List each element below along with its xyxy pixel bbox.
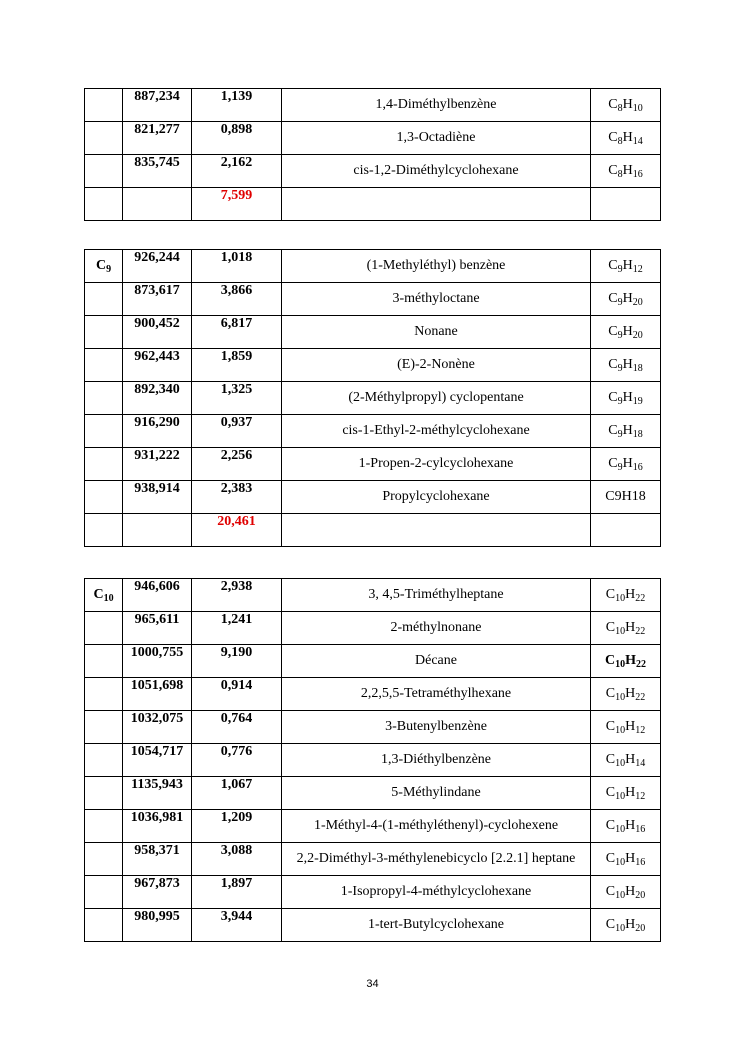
group-cell	[85, 678, 123, 711]
formula-element: C	[605, 686, 616, 701]
retention-index-cell: 873,617	[123, 283, 192, 316]
formula-subscript: 10	[615, 626, 626, 637]
formula-cell	[591, 678, 661, 711]
formula-subscript: 9	[617, 297, 623, 308]
formula-cell	[591, 645, 661, 678]
formula-subscript: 10	[615, 692, 626, 703]
formula-element: H	[622, 423, 633, 438]
formula-element: C	[605, 719, 616, 734]
table-row	[85, 579, 661, 612]
compound-name-cell: cis-1,2-Diméthylcyclohexane	[282, 155, 591, 188]
retention-index-cell	[123, 188, 192, 221]
table-row	[85, 777, 661, 810]
formula-element: C	[605, 752, 616, 767]
formula-subscript: 18	[632, 429, 643, 440]
group-cell	[85, 155, 123, 188]
formula-element: C	[608, 456, 618, 471]
formula-cell	[591, 382, 661, 415]
formula-element: H	[625, 719, 636, 734]
retention-index-cell: 1135,943	[123, 777, 192, 810]
formula-element: C	[608, 130, 618, 145]
compound-name-cell: 1,3-Octadiène	[282, 122, 591, 155]
table-row	[85, 711, 661, 744]
formula-cell	[591, 514, 661, 547]
formula-cell	[591, 349, 661, 382]
percentage-cell: 2,938	[192, 579, 282, 612]
formula-cell	[591, 909, 661, 942]
percentage-cell: 1,139	[192, 89, 282, 122]
compound-name-cell: (2-Méthylpropyl) cyclopentane	[282, 382, 591, 415]
total-row	[85, 188, 661, 221]
group-cell	[85, 843, 123, 876]
retention-index-cell: 1032,075	[123, 711, 192, 744]
formula-subscript: 8	[617, 136, 623, 147]
formula-element: H	[625, 653, 636, 668]
group-cell	[85, 876, 123, 909]
formula-element: C	[608, 97, 618, 112]
retention-index-cell: 926,244	[123, 250, 192, 283]
formula-subscript: 10	[615, 593, 626, 604]
table-row	[85, 481, 661, 514]
formula-element: H	[622, 291, 633, 306]
retention-index-cell: 916,290	[123, 415, 192, 448]
group-cell	[85, 382, 123, 415]
formula-element: H	[625, 884, 636, 899]
formula-element: H	[622, 163, 633, 178]
formula-subscript: 22	[635, 626, 646, 637]
table-row	[85, 810, 661, 843]
compound-name-cell	[282, 188, 591, 221]
group-cell	[85, 316, 123, 349]
table-row	[85, 876, 661, 909]
formula-element: C9H18	[605, 489, 646, 504]
group-label	[93, 587, 113, 602]
formula-subscript: 12	[635, 725, 646, 736]
group-cell	[85, 579, 123, 612]
compound-name-cell: 1,4-Diméthylbenzène	[282, 89, 591, 122]
percentage-cell: 1,067	[192, 777, 282, 810]
group-cell	[85, 415, 123, 448]
percentage-cell: 0,914	[192, 678, 282, 711]
table-row	[85, 645, 661, 678]
formula-cell	[591, 612, 661, 645]
total-percentage-cell: 20,461	[192, 514, 282, 547]
formula-element: C	[605, 917, 616, 932]
compound-name-cell	[282, 514, 591, 547]
formula-element: H	[622, 357, 633, 372]
formula-subscript: 10	[615, 824, 626, 835]
formula-cell	[591, 481, 661, 514]
formula-subscript: 9	[617, 429, 623, 440]
formula-subscript: 18	[632, 363, 643, 374]
formula-element: C	[605, 884, 616, 899]
compound-name-cell: (1-Methyléthyl) benzène	[282, 250, 591, 283]
table-row	[85, 316, 661, 349]
formula-element: C	[604, 653, 616, 668]
formula-element: C	[608, 357, 618, 372]
group-cell	[85, 612, 123, 645]
formula-cell	[591, 122, 661, 155]
compound-name-cell: 3-méthyloctane	[282, 283, 591, 316]
formula-element: H	[625, 620, 636, 635]
retention-index-cell: 980,995	[123, 909, 192, 942]
formula-subscript: 10	[615, 725, 626, 736]
formula-element: C	[608, 163, 618, 178]
group-cell	[85, 122, 123, 155]
group-subscript: 10	[103, 593, 114, 604]
table-row	[85, 909, 661, 942]
percentage-cell: 9,190	[192, 645, 282, 678]
formula-subscript: 9	[617, 330, 623, 341]
formula-subscript: 10	[615, 659, 626, 670]
table-block-c8	[84, 88, 661, 221]
formula-element: H	[625, 851, 636, 866]
formula-subscript: 16	[632, 169, 643, 180]
retention-index-cell: 887,234	[123, 89, 192, 122]
compound-name-cell: Propylcyclohexane	[282, 481, 591, 514]
percentage-cell: 1,325	[192, 382, 282, 415]
group-cell	[85, 283, 123, 316]
table-row	[85, 89, 661, 122]
group-cell	[85, 89, 123, 122]
formula-subscript: 10	[615, 758, 626, 769]
formula-subscript: 10	[615, 857, 626, 868]
formula-element: C	[608, 423, 618, 438]
formula-element: H	[622, 97, 633, 112]
table-row	[85, 250, 661, 283]
percentage-cell: 3,866	[192, 283, 282, 316]
formula-cell	[591, 316, 661, 349]
formula-subscript: 12	[635, 791, 646, 802]
group-cell	[85, 514, 123, 547]
table-row	[85, 843, 661, 876]
formula-element: H	[625, 752, 636, 767]
percentage-cell: 3,944	[192, 909, 282, 942]
percentage-cell: 0,898	[192, 122, 282, 155]
group-cell	[85, 349, 123, 382]
page-number: 34	[366, 978, 379, 990]
group-cell	[85, 645, 123, 678]
retention-index-cell: 931,222	[123, 448, 192, 481]
compound-name-cell: 2,2-Diméthyl-3-méthylenebicyclo [2.2.1] heptane	[282, 843, 591, 876]
compound-name-cell: 1-Méthyl-4-(1-méthyléthenyl)-cyclohexene	[282, 810, 591, 843]
formula-subscript: 22	[635, 593, 646, 604]
retention-index-cell: 965,611	[123, 612, 192, 645]
group-letter: C	[93, 587, 104, 602]
formula-element: H	[625, 818, 636, 833]
formula-subscript: 20	[635, 923, 646, 934]
formula-element: H	[622, 130, 633, 145]
total-row	[85, 514, 661, 547]
group-label	[96, 258, 111, 273]
retention-index-cell: 900,452	[123, 316, 192, 349]
percentage-cell: 0,764	[192, 711, 282, 744]
formula-subscript: 22	[635, 692, 646, 703]
formula-element: C	[605, 851, 616, 866]
formula-cell	[591, 777, 661, 810]
percentage-cell: 1,018	[192, 250, 282, 283]
percentage-cell: 3,088	[192, 843, 282, 876]
formula-element: C	[605, 818, 616, 833]
formula-subscript: 16	[635, 824, 646, 835]
table-block-c10	[84, 578, 661, 942]
formula-cell	[591, 415, 661, 448]
formula-element: H	[622, 324, 633, 339]
formula-subscript: 20	[632, 297, 643, 308]
formula-subscript: 10	[615, 923, 626, 934]
percentage-cell: 1,241	[192, 612, 282, 645]
percentage-cell: 2,383	[192, 481, 282, 514]
table-row	[85, 415, 661, 448]
retention-index-cell: 835,745	[123, 155, 192, 188]
formula-subscript: 16	[635, 857, 646, 868]
formula-subscript: 20	[632, 330, 643, 341]
formula-element: H	[622, 456, 633, 471]
formula-cell	[591, 188, 661, 221]
table-row	[85, 122, 661, 155]
percentage-cell: 2,162	[192, 155, 282, 188]
table-row	[85, 612, 661, 645]
formula-element: C	[608, 291, 618, 306]
formula-subscript: 8	[617, 103, 623, 114]
formula-cell	[591, 744, 661, 777]
compound-name-cell: 5-Méthylindane	[282, 777, 591, 810]
retention-index-cell: 962,443	[123, 349, 192, 382]
compound-name-cell: 3, 4,5-Triméthylheptane	[282, 579, 591, 612]
retention-index-cell: 1051,698	[123, 678, 192, 711]
retention-index-cell	[123, 514, 192, 547]
group-letter: C	[95, 258, 107, 273]
group-cell	[85, 777, 123, 810]
group-cell	[85, 448, 123, 481]
formula-cell	[591, 155, 661, 188]
compound-name-cell: 2,2,5,5-Tetraméthylhexane	[282, 678, 591, 711]
formula-subscript: 10	[615, 890, 626, 901]
table-row	[85, 382, 661, 415]
formula-subscript: 14	[632, 136, 643, 147]
formula-element: H	[622, 390, 633, 405]
formula-element: H	[625, 686, 636, 701]
retention-index-cell: 967,873	[123, 876, 192, 909]
retention-index-cell: 938,914	[123, 481, 192, 514]
table-row	[85, 283, 661, 316]
table-row	[85, 448, 661, 481]
formula-subscript: 14	[635, 758, 646, 769]
group-subscript: 9	[106, 264, 112, 275]
formula-subscript: 19	[632, 396, 643, 407]
compound-name-cell: 1-Isopropyl-4-méthylcyclohexane	[282, 876, 591, 909]
formula-element: H	[625, 587, 636, 602]
formula-subscript: 9	[617, 396, 623, 407]
formula-element: C	[605, 620, 616, 635]
formula-cell	[591, 89, 661, 122]
formula-subscript: 20	[635, 890, 646, 901]
formula-subscript: 10	[615, 791, 626, 802]
compound-name-cell: 1-tert-Butylcyclohexane	[282, 909, 591, 942]
total-percentage-cell: 7,599	[192, 188, 282, 221]
table-block-c9	[84, 249, 661, 547]
formula-cell	[591, 810, 661, 843]
compound-name-cell: Nonane	[282, 316, 591, 349]
percentage-cell: 0,776	[192, 744, 282, 777]
compound-name-cell: cis-1-Ethyl-2-méthylcyclohexane	[282, 415, 591, 448]
percentage-cell: 2,256	[192, 448, 282, 481]
group-cell	[85, 481, 123, 514]
retention-index-cell: 1054,717	[123, 744, 192, 777]
table-row	[85, 678, 661, 711]
percentage-cell: 0,937	[192, 415, 282, 448]
formula-cell	[591, 876, 661, 909]
compound-name-cell: 1-Propen-2-cylcyclohexane	[282, 448, 591, 481]
formula-cell	[591, 448, 661, 481]
percentage-cell: 6,817	[192, 316, 282, 349]
retention-index-cell: 1000,755	[123, 645, 192, 678]
compound-name-cell: 3-Butenylbenzène	[282, 711, 591, 744]
percentage-cell: 1,897	[192, 876, 282, 909]
retention-index-cell: 1036,981	[123, 810, 192, 843]
formula-element: C	[605, 785, 616, 800]
retention-index-cell: 946,606	[123, 579, 192, 612]
formula-element: C	[608, 258, 618, 273]
formula-subscript: 9	[617, 363, 623, 374]
compound-name-cell: Décane	[282, 645, 591, 678]
formula-subscript: 10	[632, 103, 643, 114]
compound-name-cell: 2-méthylnonane	[282, 612, 591, 645]
table-row	[85, 349, 661, 382]
formula-cell	[591, 250, 661, 283]
group-cell	[85, 810, 123, 843]
formula-element: C	[608, 390, 618, 405]
formula-subscript: 12	[632, 264, 643, 275]
group-cell	[85, 711, 123, 744]
formula-subscript: 8	[617, 169, 623, 180]
table-row	[85, 155, 661, 188]
group-cell	[85, 744, 123, 777]
percentage-cell: 1,209	[192, 810, 282, 843]
group-cell	[85, 188, 123, 221]
group-cell	[85, 909, 123, 942]
compound-name-cell: 1,3-Diéthylbenzène	[282, 744, 591, 777]
formula-element: C	[605, 587, 616, 602]
compound-name-cell: (E)-2-Nonène	[282, 349, 591, 382]
group-cell	[85, 250, 123, 283]
table-row	[85, 744, 661, 777]
formula-cell	[591, 711, 661, 744]
retention-index-cell: 958,371	[123, 843, 192, 876]
formula-cell	[591, 283, 661, 316]
formula-element: C	[608, 324, 618, 339]
formula-element: H	[622, 258, 633, 273]
formula-element: H	[625, 917, 636, 932]
formula-cell	[591, 579, 661, 612]
formula-subscript: 9	[617, 462, 623, 473]
retention-index-cell: 821,277	[123, 122, 192, 155]
formula-subscript: 22	[636, 659, 646, 670]
retention-index-cell: 892,340	[123, 382, 192, 415]
formula-cell	[591, 843, 661, 876]
formula-subscript: 9	[617, 264, 623, 275]
formula-element: H	[625, 785, 636, 800]
percentage-cell: 1,859	[192, 349, 282, 382]
formula-subscript: 16	[632, 462, 643, 473]
